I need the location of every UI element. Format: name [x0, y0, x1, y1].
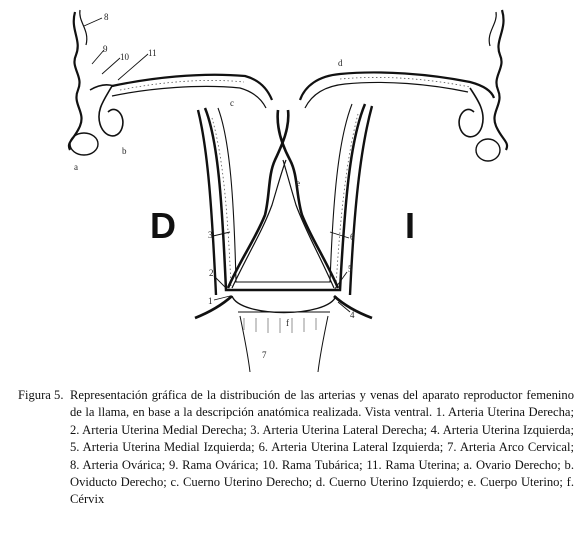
label-11: 11 — [148, 48, 157, 58]
right-ovary-oviduct — [69, 10, 123, 155]
label-e: e — [296, 178, 300, 188]
label-4: 4 — [350, 310, 355, 320]
medial-uterine-vessels — [228, 110, 338, 288]
label-8: 8 — [104, 12, 109, 22]
label-2: 2 — [209, 268, 214, 278]
label-f: f — [286, 318, 289, 328]
uterine-horns — [112, 72, 494, 108]
label-b: b — [122, 146, 127, 156]
figure-number: Figura 5. — [18, 388, 64, 402]
label-5: 5 — [348, 264, 353, 274]
label-1: 1 — [208, 296, 213, 306]
label-a: a — [74, 162, 78, 172]
label-c: c — [230, 98, 234, 108]
label-3: 3 — [208, 230, 213, 240]
label-7: 7 — [262, 350, 267, 360]
uterine-arteries — [195, 296, 372, 318]
label-d: d — [338, 58, 343, 68]
cervix — [232, 296, 336, 372]
label-10: 10 — [120, 52, 129, 62]
label-9: 9 — [103, 44, 108, 54]
side-label-derecha: D — [150, 205, 176, 246]
caption-text: Representación gráfica de la distribución de las arterias y venas del aparato reproductor femenino de la llama, en base a la descripción anatómica realizada. Vista ventral. 1. Arteria Uterina Derecha; 2. Arteria Uterina Medial Derecha; 3. Arteria Uterina Lateral Derecha; 4. Arteria Uterina Izquierda; 5. Arteria Uterina Medial Izquierda; 6. Arteria Uterina Lateral Izquierda; 7. Arteria Arco Cervical; 8. Arteria Ovárica; 9. Rama Ovárica; 10. Rama Tubárica; 11. Rama Uterina; a. Ovario Derecho; b. Oviducto Derecho; c. Cuerno Uterino Derecho; d. Cuerno Uterino Izquierdo; e. Cuerpo Uterino; f. Cérvix — [70, 388, 574, 507]
left-ovary-oviduct — [459, 10, 507, 161]
label-6: 6 — [350, 232, 355, 242]
side-label-izquierda: I — [405, 205, 416, 246]
